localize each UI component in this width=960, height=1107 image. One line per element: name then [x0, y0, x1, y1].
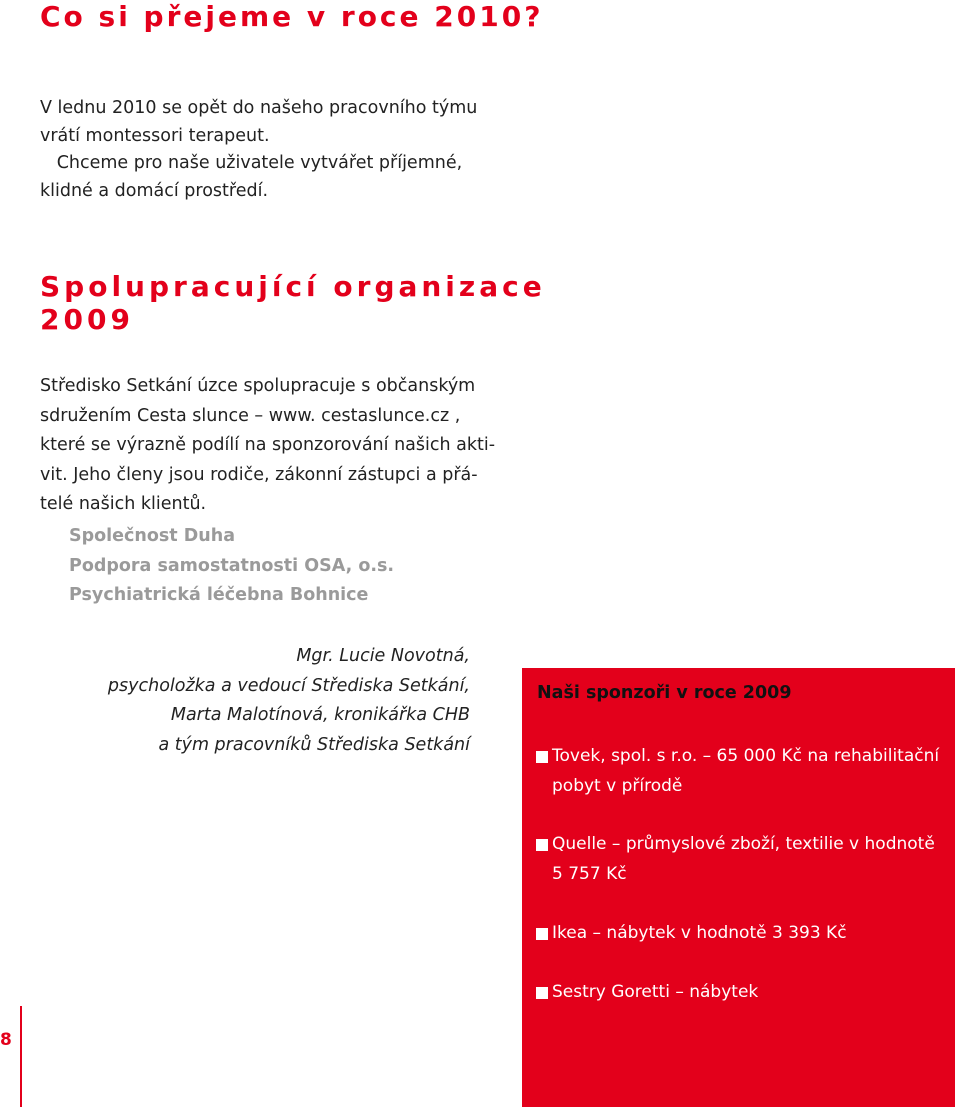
square-bullet-icon: [536, 751, 548, 763]
sponsor-item: [536, 919, 941, 949]
body-line: Středisko Setkání úzce spolupracuje s občanským: [40, 376, 476, 396]
organization-item: Společnost Duha: [69, 526, 236, 546]
intro-line: vrátí montessori terapeut.: [40, 125, 270, 146]
sponsors-box: [522, 668, 955, 1107]
page-heading: Co si přejeme v roce 2010?: [40, 0, 544, 33]
sponsor-item-text: Sestry Goretti – nábytek: [552, 982, 759, 1002]
body-line: vit. Jeho členy jsou rodiče, zákonní zástupci a přá-: [40, 464, 478, 485]
signature-line: Mgr. Lucie Novotná,: [296, 646, 470, 666]
signature-line: Marta Malotínová, kronikářka CHB: [170, 705, 470, 725]
signature-line: psycholožka a vedoucí Střediska Setkání,: [107, 675, 470, 696]
section-heading-line: 2009: [40, 303, 134, 336]
signature-line: a tým pracovníků Střediska Setkání: [158, 734, 470, 755]
sponsor-item-text: Quelle – průmyslové zboží, textilie v hodnotě 5 757 Kč: [552, 834, 935, 884]
body-line: telé našich klientů.: [40, 494, 207, 514]
square-bullet-icon: [536, 839, 548, 851]
sponsor-item: [536, 830, 941, 889]
square-bullet-icon: [536, 928, 548, 940]
intro-paragraph: [40, 95, 490, 205]
organization-item: Podpora samostatnosti OSA, o.s.: [69, 555, 395, 576]
sponsor-item: [536, 978, 941, 1008]
square-bullet-icon: [536, 987, 548, 999]
body-line: sdružením Cesta slunce – www. cestaslunce.cz ,: [40, 405, 461, 426]
section-heading: [40, 270, 546, 336]
sponsor-item-text: Ikea – nábytek v hodnotě 3 393 Kč: [552, 923, 847, 943]
sponsors-title: Naši sponzoři v roce 2009: [537, 683, 792, 703]
intro-line: klidné a domácí prostředí.: [40, 180, 269, 201]
sponsor-item-text: Tovek, spol. s r.o. – 65 000 Kč na rehabilitační pobyt v přírodě: [552, 746, 940, 796]
intro-line: Chceme pro naše uživatele vytvářet příjemné,: [40, 153, 463, 173]
organization-list: [69, 522, 394, 611]
cooperation-paragraph: [40, 372, 496, 520]
body-line: které se výrazně podílí na sponzorování našich akti-: [40, 435, 496, 455]
signature-block: [100, 642, 470, 760]
sponsor-item: [536, 742, 941, 801]
margin-divider: [20, 1006, 22, 1107]
section-heading-line: Spolupracující organizace: [40, 270, 546, 303]
organization-item: Psychiatrická léčebna Bohnice: [69, 585, 369, 605]
page-number: 8: [0, 1030, 12, 1050]
intro-line: V lednu 2010 se opět do našeho pracovního týmu: [40, 98, 478, 118]
